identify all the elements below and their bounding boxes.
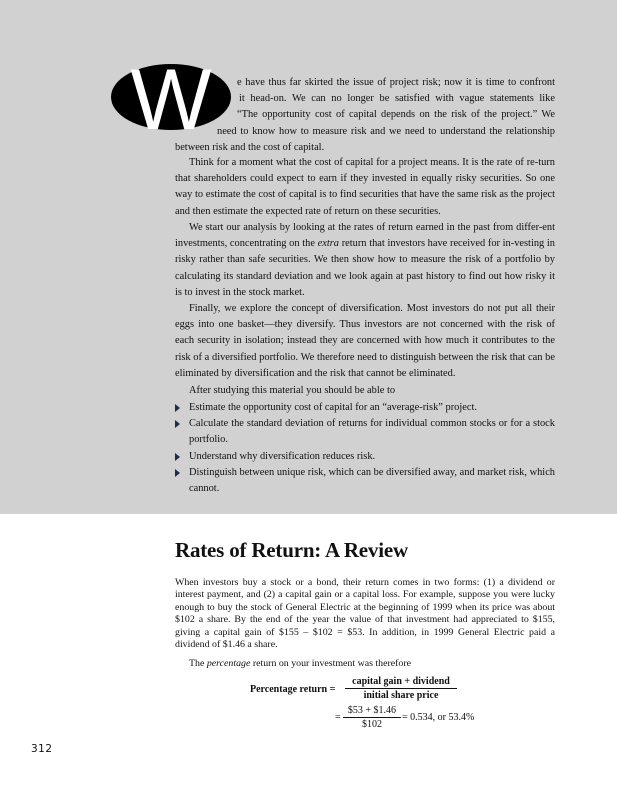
equation-fraction-formula: [345, 676, 457, 701]
objective-item: [175, 400, 555, 416]
intro-line-5: between risk and the cost of capital.: [175, 141, 325, 153]
intro-line-3: “The opportunity cost of capital depends on the risk of the project.” We: [237, 109, 555, 121]
intro-paragraph-3-part-a: We start our analysis by looking at the rates of return earned in the past from differ-ent investments, concentrating on the: [175, 222, 555, 250]
section-paragraph-2: [175, 658, 555, 670]
triangle-bullet-icon: [175, 469, 180, 477]
objective-item: [175, 465, 555, 497]
triangle-bullet-icon: [175, 404, 180, 412]
equation-denominator: initial share price: [363, 690, 439, 701]
section-paragraph-1: When investors buy a stock or a bond, their return comes in two forms: (1) a dividend or interest payment, and (2) a capital gain or a capital loss. For example, suppose you were lucky enough to buy the stock of General Electric at the beginning of 1999 when its price was about $102 a share. By the end of the year the value of that investment had appreciated to $155, giving a capital gain of $155 – $102 = $53. In addition, in 1999 General Electric paid a dividend of $1.46 a share.: [175, 577, 555, 651]
section-paragraph-2-part-a: The: [189, 658, 207, 669]
intro-line-4: need to know how to measure risk and we need to understand the relationship: [217, 125, 555, 137]
equation-fraction-values: [343, 705, 401, 730]
objective-item: [175, 416, 555, 448]
intro-line-1: e have thus far skirted the issue of project risk; now it is time to confront: [237, 77, 555, 88]
intro-paragraph-3-part-b: return that investors have received for in-vesting in risky rather than safe securities. We then show how to measure the risk of a portfolio by calculating its standard deviation and we look again at past history to find out how risky it is to invest in the stock market.: [175, 238, 555, 298]
triangle-bullet-icon: [175, 420, 180, 428]
equation-label: Percentage return =: [250, 684, 336, 695]
section-heading: Rates of Return: A Review: [175, 538, 408, 562]
objective-text: Calculate the standard deviation of returns for individual common stocks or for a stock portfolio.: [189, 418, 555, 446]
intro-paragraph-3: [175, 220, 555, 301]
section-paragraph-2-part-b: return on your investment was therefore: [250, 658, 412, 669]
equation-equals-sign: =: [335, 712, 341, 723]
learning-objectives-list: [175, 400, 555, 497]
page-number: 312: [31, 743, 53, 755]
triangle-bullet-icon: [175, 453, 180, 461]
equation-result: = 0.534, or 53.4%: [402, 712, 475, 723]
objective-text: Understand why diversification reduces risk.: [189, 450, 376, 462]
intro-paragraph-3-emphasis: extra: [317, 238, 339, 250]
dropcap-letter: W: [130, 58, 212, 136]
objective-text: Estimate the opportunity cost of capital for an “average-risk” project.: [189, 402, 477, 413]
intro-line-2: it head-on. We can no longer be satisfied with vague statements like: [239, 93, 555, 105]
equation-numerator: capital gain + dividend: [345, 676, 457, 689]
intro-paragraph-4: Finally, we explore the concept of diversification. Most investors do not put all their eggs into one basket—they diversify. Thus investors are not concerned with the risk of each security in isolation; instead they are concerned with how much it contributes to the risk of a diversified portfolio. We therefore need to distinguish between the risk that can be eliminated by diversification and the risk that cannot be eliminated.: [175, 303, 555, 379]
objective-text: Distinguish between unique risk, which can be diversified away, and market risk, which cannot.: [189, 466, 555, 495]
equation-values-numerator: $53 + $1.46: [343, 705, 401, 718]
intro-paragraph-1: [175, 75, 555, 156]
intro-paragraph-2: Think for a moment what the cost of capital for a project means. It is the rate of re-turn that shareholders could expect to earn if they invested in equally risky securities. So one way to estimate the cost of capital is to find securities that have the same risk as the project and then estimate the expected rate of return on these securities.: [175, 157, 555, 217]
objective-item: [175, 449, 555, 465]
intro-paragraph-5: After studying this material you should be able to: [189, 385, 396, 396]
section-paragraph-2-emphasis: percentage: [206, 658, 251, 669]
equation-values-denominator: $102: [362, 719, 382, 730]
